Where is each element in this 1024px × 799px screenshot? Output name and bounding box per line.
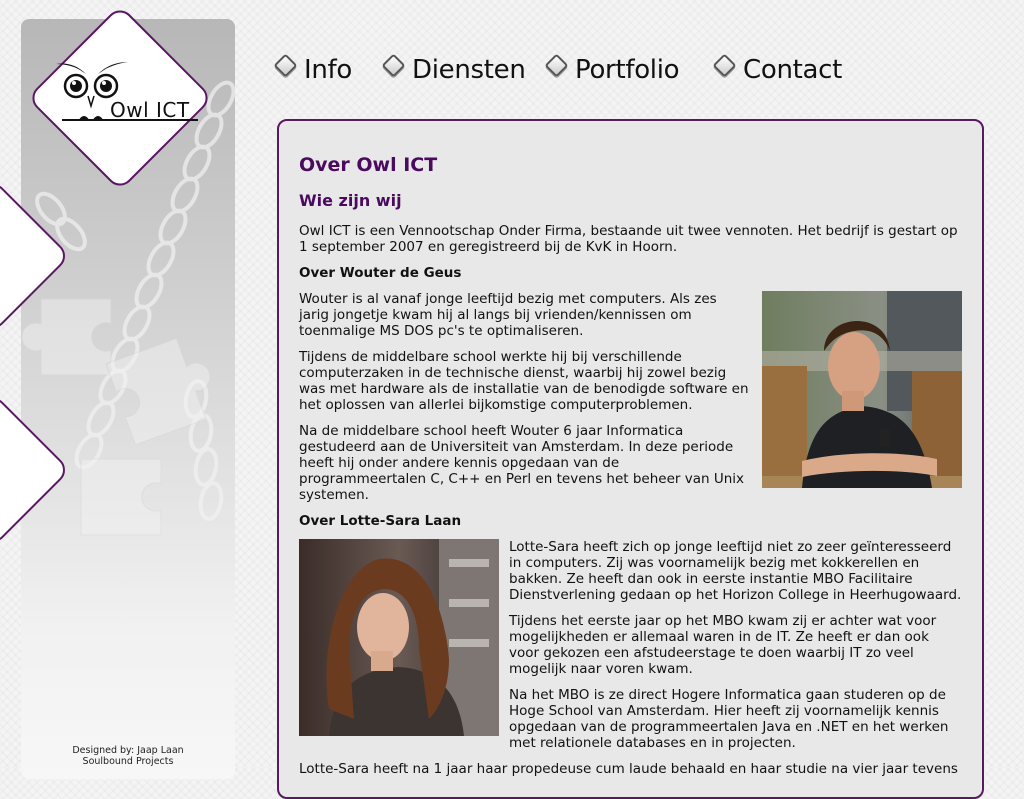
nav-item-diensten[interactable] xyxy=(385,50,526,90)
content-panel xyxy=(277,119,984,799)
wouter-paragraph-1: Wouter is al vanaf jonge leeftijd bezig met computers. Als zes jarig jongetje kwam hij al langs bij vrienden/kennissen om toenmalige MS DOS pc's te optimaliseren. xyxy=(299,291,717,339)
wouter-photo xyxy=(762,291,962,488)
lotte-paragraph-2: Tijdens het eerste jaar op het MBO kwam zij er achter wat voor mogelijkheden er allemaal waren in de IT. Ze heeft er dan ook voor gekozen een afstudeerstage te doen waarbij IT zo veel mogelijk naar voren kwam. xyxy=(509,613,937,677)
nav-item-info[interactable] xyxy=(277,50,352,90)
page-title: Over Owl ICT xyxy=(299,154,438,176)
nav-label-diensten: Diensten xyxy=(412,55,526,85)
wouter-paragraph-2: Tijdens de middelbare school werkte hij bij verschillende computerzaken in de technische dienst, waarbij hij zowel bezig was met hardware als de installatie van de benodigde software en het oplossen van allerlei bijkomstige computerproblemen. xyxy=(299,349,749,413)
nav-item-portfolio[interactable] xyxy=(548,50,679,90)
credit-line-1: Designed by: Jaap Laan xyxy=(72,745,184,756)
nav-label-info: Info xyxy=(304,55,353,85)
owl-icon xyxy=(50,56,200,136)
designer-credit xyxy=(21,745,235,767)
logo-text[interactable]: Owl ICT xyxy=(110,98,190,122)
lotte-photo xyxy=(299,539,499,736)
nav-label-contact: Contact xyxy=(743,55,843,85)
owl-logo[interactable] xyxy=(50,56,200,136)
lotte-heading: Over Lotte-Sara Laan xyxy=(299,513,462,529)
nav-label-portfolio: Portfolio xyxy=(575,55,680,85)
section-title: Wie zijn wij xyxy=(299,191,402,210)
intro-paragraph: Owl ICT is een Vennootschap Onder Firma, bestaande uit twee vennoten. Het bedrijf is gestart op 1 september 2007 en geregistreerd bij de KvK in Hoorn. xyxy=(299,223,958,255)
nav-item-contact[interactable] xyxy=(716,50,842,90)
lotte-paragraph-3: Na het MBO is ze direct Hogere Informatica gaan studeren op de Hoge School van Amsterdam. Hier heeft zij voornamelijk kennis opgedaan van de programmeertalen Java en .NET en het werken met relationele databases en in projecten. xyxy=(509,687,949,751)
diamond-bullet-icon xyxy=(712,53,736,77)
wouter-heading: Over Wouter de Geus xyxy=(299,265,462,281)
credit-line-2: Soulbound Projects xyxy=(82,756,174,767)
diamond-bullet-icon xyxy=(544,53,568,77)
lotte-paragraph-4: Lotte-Sara heeft na 1 jaar haar propedeuse cum laude behaald en haar studie na vier jaar tevens xyxy=(299,761,958,777)
diamond-bullet-icon xyxy=(381,53,405,77)
wouter-paragraph-3: Na de middelbare school heeft Wouter 6 jaar Informatica gestudeerd aan de Universiteit van Amsterdam. In deze periode heeft hij onder andere kennis opgedaan van de programmeertalen C, C++ en Perl en tevens het beheer van Unix systemen. xyxy=(299,423,745,503)
lotte-paragraph-1: Lotte-Sara heeft zich op jonge leeftijd niet zo zeer geïnteresseerd in computers. Zij was voornamelijk bezig met kokkerellen en bakken. Ze heeft dan ook in eerste instantie MBO Facilitaire Dienstverlening gedaan op het Horizon College in Heerhugowaard. xyxy=(509,539,962,603)
diamond-bullet-icon xyxy=(273,53,297,77)
